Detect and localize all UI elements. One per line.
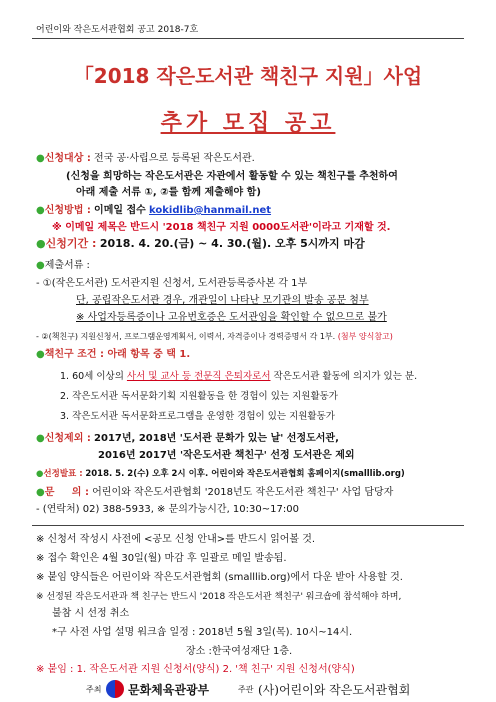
docs-label: 제출서류 :	[44, 260, 90, 271]
inquiry-text: 어린이와 작은도서관협회 '2018년도 작은도서관 책친구' 사업 담당자	[92, 487, 394, 498]
note-4b: 불참 시 선정 취소	[52, 608, 130, 619]
host-label: 주최	[86, 685, 102, 694]
condition-3: 3. 작은도서관 독서문화프로그램을 운영한 경험이 있는 지원활동가	[60, 411, 335, 422]
host-name: 문화체육관광부	[128, 683, 210, 697]
docs-item1: - ①(작은도서관) 도서관지원 신청서, 도서관등록증사본 각 1부	[36, 278, 308, 289]
attachments-note: ※ 붙임 : 1. 작은도서관 지원 신청서(양식) 2. '책 친구' 지원 신청서(양식)	[36, 664, 355, 675]
note-2: ※ 접수 확인은 4월 30일(월) 마감 후 일괄로 메일 발송됨.	[36, 553, 287, 564]
bullet-icon: ●	[36, 237, 46, 250]
condition-2: 2. 작은도서관 독서문화기획 지원활동을 한 경험이 있는 지원활동가	[60, 391, 338, 402]
bullet-icon: ●	[36, 205, 45, 216]
target-note2: 아래 제출 서류 ①, ②를 함께 제출해야 함)	[76, 187, 261, 198]
government-emblem-icon	[106, 678, 124, 698]
title-line2: 추가 모집 공고	[160, 111, 336, 136]
docs-item2: - ②(책친구) 지원신청서, 프로그램운영계획서, 이력서, 자격증이나 경력증명서 각 1부.	[36, 332, 336, 341]
exclusion-row	[36, 432, 339, 446]
note-1: ※ 신청서 작성시 사전에 <공모 신청 안내>를 반드시 읽어볼 것.	[36, 534, 316, 545]
note-3: ※ 붙임 양식들은 어린이와 작은도서관협회 (smalllib.org)에서 다운 받아 사용할 것.	[36, 572, 403, 583]
workshop-schedule: *구 사전 사업 설명 워크숍 일정 : 2018년 5월 3일(목). 10시~14시.	[52, 627, 353, 638]
inquiry-label: 문 의 :	[44, 487, 89, 498]
target-row	[36, 152, 255, 166]
bullet-icon: ●	[36, 469, 44, 479]
method-text: 이메일 접수	[94, 205, 146, 216]
email-link[interactable]: kokidlib@hanmail.net	[149, 205, 272, 216]
inquiry-row	[36, 486, 393, 500]
condition-row	[36, 348, 190, 362]
bullet-icon: ●	[36, 487, 45, 498]
exclusion-line2: 2016년 2017년 '작은도서관 책친구' 선정 도서관은 제외	[98, 450, 355, 461]
docs-row	[36, 259, 90, 273]
exclusion-label: 신청제외 :	[44, 433, 91, 444]
bullet-icon: ●	[36, 260, 45, 271]
header-note: 어린이와 작은도서관협회 공고 2018-7호	[36, 25, 199, 35]
note-4a: ※ 선정된 작은도서관과 책 친구는 반드시 '2018 작은도서관 책친구' 워크숍에 참석해야 하며,	[36, 592, 402, 602]
announce-row	[36, 468, 405, 481]
target-note1: (신청을 희망하는 작은도서관은 자관에서 활동할 수 있는 책친구를 추천하여	[66, 171, 398, 182]
target-label: 신청대상 :	[44, 153, 91, 164]
org-label: 주관	[238, 685, 254, 694]
condition-1b: 사서 및 교사 등 전문직 은퇴자로서	[126, 371, 271, 382]
target-text: 전국 공·사립으로 등록된 작은도서관.	[94, 153, 255, 164]
method-warning: ※ 이메일 제목은 반드시 '2018 책친구 지원 0000도서관'이라고 기재할 것.	[52, 222, 391, 233]
period-text: 2018. 4. 20.(금) ~ 4. 30.(월). 오후 5시까지 마감	[99, 237, 365, 250]
condition-1c: 작은도서관 활동에 의지가 있는 분.	[270, 371, 418, 382]
docs-item2-note: (첨부 양식참고)	[337, 332, 393, 341]
bullet-icon: ●	[36, 433, 45, 444]
condition-1a: 1. 60세 이상의	[60, 371, 127, 382]
announce-text: 2018. 5. 2(수) 오후 2시 이후. 어린이와 작은도서관협회 홈페이지(smalllib.org)	[85, 469, 405, 479]
docs-item1-sub1: 단, 공립작은도서관 경우, 개관일이 나타난 모기관의 발송 공문 첨부	[76, 295, 369, 306]
docs-item2-row	[36, 331, 393, 343]
condition-1	[60, 370, 417, 384]
method-row	[36, 204, 271, 218]
docs-item1-sub2: ※ 사업자등록증이나 고유번호증은 도서관임을 확인할 수 없으므로 불가	[76, 312, 387, 323]
org-name: (사)어린이와 작은도서관협회	[258, 683, 411, 697]
bullet-icon: ●	[36, 349, 45, 360]
period-label: 신청기간 :	[45, 237, 97, 250]
workshop-place: 장소 :한국여성재단 1층.	[186, 646, 293, 657]
announce-label: 선정발표 :	[43, 469, 83, 479]
condition-label: 책친구 조건 : 아래 항목 중 택 1.	[44, 349, 191, 360]
inquiry-phone: - (연락처) 02) 388-5933, ※ 문의가능시간, 10:30~17:00	[36, 504, 299, 515]
bullet-icon: ●	[36, 153, 45, 164]
method-label: 신청방법 :	[44, 205, 91, 216]
title-line1: 「2018 작은도서관 책친구 지원」사업	[73, 64, 423, 88]
notes-divider	[32, 525, 464, 526]
exclusion-line1: 2017년, 2018년 '도서관 문화가 있는 날' 선정도서관,	[94, 433, 339, 444]
period-row	[36, 236, 365, 252]
header-divider	[32, 38, 464, 39]
